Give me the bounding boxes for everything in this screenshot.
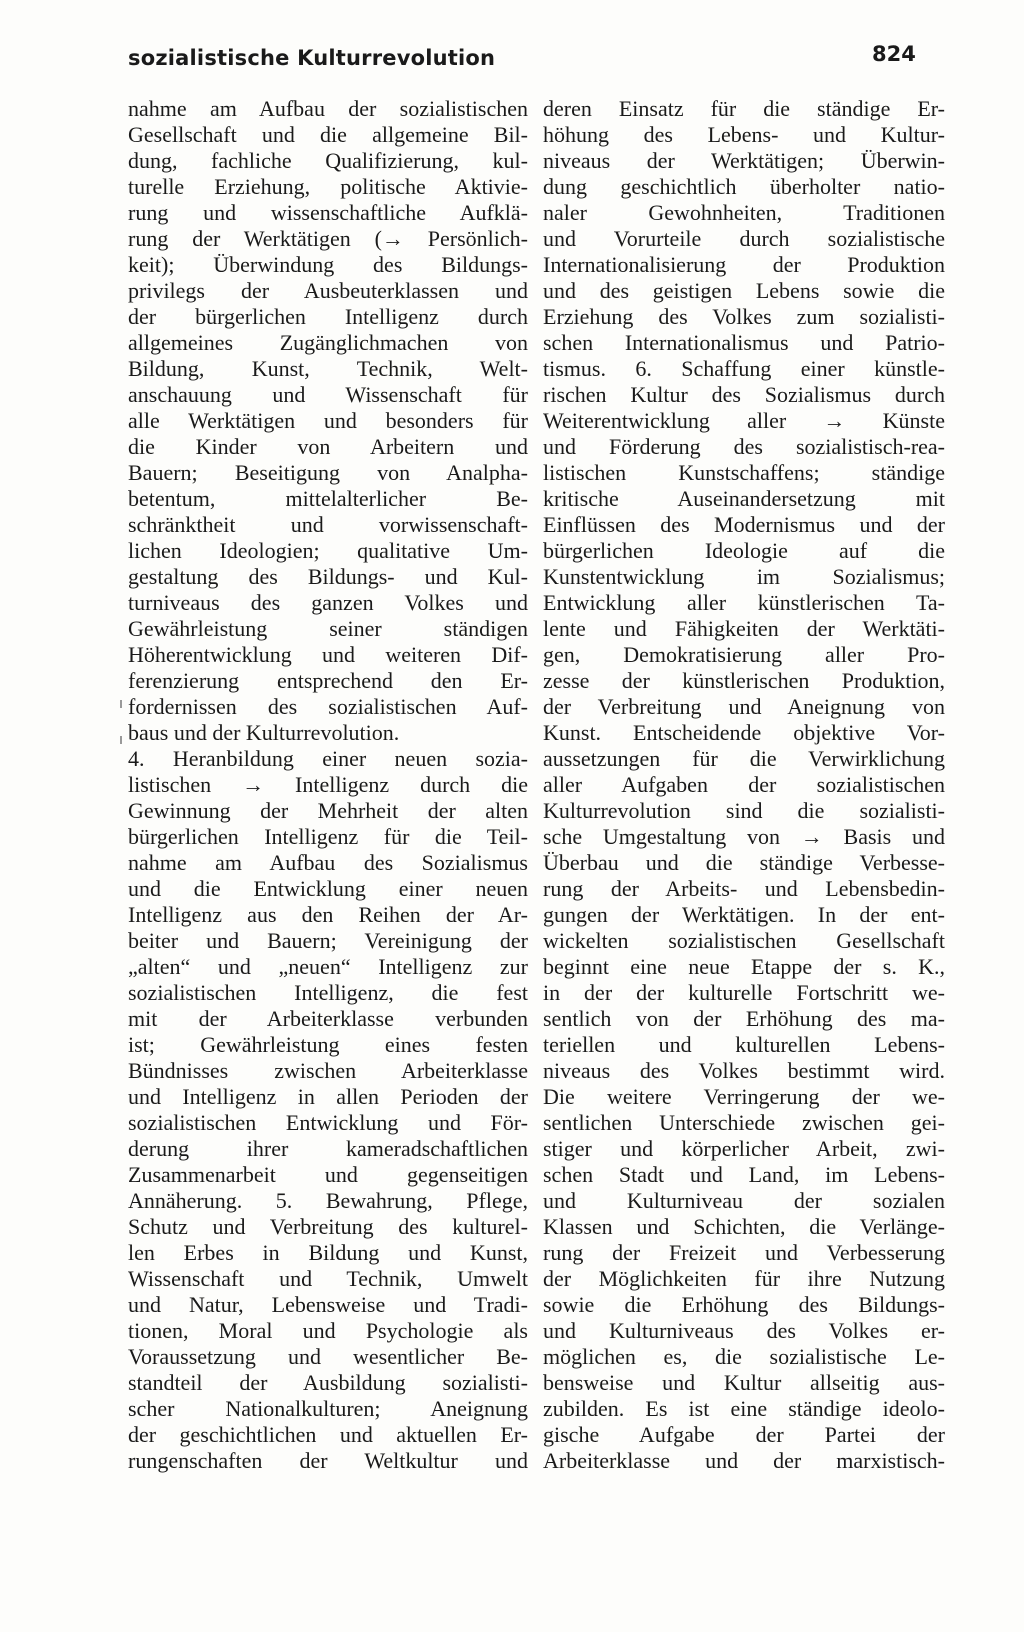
text-line: tismus. 6. Schaffung einer künstle- bbox=[543, 356, 945, 381]
text-line: Kunstentwicklung im Sozialismus; bbox=[543, 564, 945, 589]
text-line: stiger und körperlicher Arbeit, zwi- bbox=[543, 1136, 945, 1161]
text-line: lente und Fähigkeiten der Werktäti- bbox=[543, 616, 945, 641]
text-line: teriellen und kulturellen Lebens- bbox=[543, 1032, 945, 1057]
text-column-left bbox=[128, 96, 528, 1474]
text-line: zesse der künstlerischen Produktion, bbox=[543, 668, 945, 693]
text-line: deren Einsatz für die ständige Er- bbox=[543, 96, 945, 121]
text-line: naler Gewohnheiten, Traditionen bbox=[543, 200, 945, 225]
text-line: Entwicklung aller künstlerischen Ta- bbox=[543, 590, 945, 615]
text-line: Intelligenz aus den Reihen der Ar- bbox=[128, 902, 528, 927]
text-line: dung, fachliche Qualifizierung, kul- bbox=[128, 148, 528, 173]
text-line: Gesellschaft und die allgemeine Bil- bbox=[128, 122, 528, 147]
text-line: sozialistischen Intelligenz, die fest bbox=[128, 980, 528, 1005]
text-line: scher Nationalkulturen; Aneignung bbox=[128, 1396, 528, 1421]
text-line: Die weitere Verringerung der we- bbox=[543, 1084, 945, 1109]
text-line: derung ihrer kameradschaftlichen bbox=[128, 1136, 528, 1161]
text-line: bürgerlichen Intelligenz für die Teil- bbox=[128, 824, 528, 849]
text-line: gungen der Werktätigen. In der ent- bbox=[543, 902, 945, 927]
text-line: keit); Überwindung des Bildungs- bbox=[128, 252, 528, 277]
text-line: und Kulturniveaus des Volkes er- bbox=[543, 1318, 945, 1343]
text-line: gen, Demokratisierung aller Pro- bbox=[543, 642, 945, 667]
text-line: anschauung und Wissenschaft für bbox=[128, 382, 528, 407]
text-line: aussetzungen für die Verwirklichung bbox=[543, 746, 945, 771]
text-line: lichen Ideologien; qualitative Um- bbox=[128, 538, 528, 563]
text-line: Kulturrevolution sind die sozialisti- bbox=[543, 798, 945, 823]
text-line: rischen Kultur des Sozialismus durch bbox=[543, 382, 945, 407]
text-line: bürgerlichen Ideologie auf die bbox=[543, 538, 945, 563]
text-line: „alten“ und „neuen“ Intelligenz zur bbox=[128, 954, 528, 979]
text-line: Weiterentwicklung aller → Künste bbox=[543, 408, 945, 433]
page-number: 824 bbox=[872, 42, 916, 66]
text-line: höhung des Lebens- und Kultur- bbox=[543, 122, 945, 147]
text-line: in der der kulturelle Fortschritt we- bbox=[543, 980, 945, 1005]
text-line: alle Werktätigen und besonders für bbox=[128, 408, 528, 433]
text-line: rung der Freizeit und Verbesserung bbox=[543, 1240, 945, 1265]
text-line: sche Umgestaltung von → Basis und bbox=[543, 824, 945, 849]
text-line: und des geistigen Lebens sowie die bbox=[543, 278, 945, 303]
text-line: bensweise und Kultur allseitig aus- bbox=[543, 1370, 945, 1395]
text-line: der Verbreitung und Aneignung von bbox=[543, 694, 945, 719]
text-line: sentlich von der Erhöhung des ma- bbox=[543, 1006, 945, 1031]
text-line: ist; Gewährleistung eines festen bbox=[128, 1032, 528, 1057]
margin-mark bbox=[120, 700, 122, 708]
text-line: und Förderung des sozialistisch-rea- bbox=[543, 434, 945, 459]
text-line: Erziehung des Volkes zum sozialisti- bbox=[543, 304, 945, 329]
text-line: beiter und Bauern; Vereinigung der bbox=[128, 928, 528, 953]
text-line: tionen, Moral und Psychologie als bbox=[128, 1318, 528, 1343]
text-line: allgemeines Zugänglichmachen von bbox=[128, 330, 528, 355]
text-column-right bbox=[543, 96, 945, 1474]
text-line: der Möglichkeiten für ihre Nutzung bbox=[543, 1266, 945, 1291]
text-line: dung geschichtlich überholter natio- bbox=[543, 174, 945, 199]
text-line: der geschichtlichen und aktuellen Er- bbox=[128, 1422, 528, 1447]
text-line: und Natur, Lebensweise und Tradi- bbox=[128, 1292, 528, 1317]
text-line: Kunst. Entscheidende objektive Vor- bbox=[543, 720, 945, 745]
text-line: der bürgerlichen Intelligenz durch bbox=[128, 304, 528, 329]
text-line: und die Entwicklung einer neuen bbox=[128, 876, 528, 901]
text-line: Höherentwicklung und weiteren Dif- bbox=[128, 642, 528, 667]
text-line: rung und wissenschaftliche Aufklä- bbox=[128, 200, 528, 225]
text-line: aller Aufgaben der sozialistischen bbox=[543, 772, 945, 797]
text-line: turniveaus des ganzen Volkes und bbox=[128, 590, 528, 615]
text-line: sentlichen Unterschiede zwischen gei- bbox=[543, 1110, 945, 1135]
text-line: Arbeiterklasse und der marxistisch- bbox=[543, 1448, 945, 1473]
text-line: und Intelligenz in allen Perioden der bbox=[128, 1084, 528, 1109]
text-line: sowie die Erhöhung des Bildungs- bbox=[543, 1292, 945, 1317]
text-line: privilegs der Ausbeuterklassen und bbox=[128, 278, 528, 303]
text-line: Schutz und Verbreitung des kulturel- bbox=[128, 1214, 528, 1239]
text-line: rung der Arbeits- und Lebensbedin- bbox=[543, 876, 945, 901]
text-line: zubilden. Es ist eine ständige ideolo- bbox=[543, 1396, 945, 1421]
text-line: Gewinnung der Mehrheit der alten bbox=[128, 798, 528, 823]
running-head: sozialistische Kulturrevolution bbox=[128, 46, 496, 70]
text-line: turelle Erziehung, politische Aktivie- bbox=[128, 174, 528, 199]
margin-mark bbox=[120, 736, 122, 744]
text-line: rung der Werktätigen (→ Persönlich- bbox=[128, 226, 528, 251]
text-line: ferenzierung entsprechend den Er- bbox=[128, 668, 528, 693]
text-line: Einflüssen des Modernismus und der bbox=[543, 512, 945, 537]
text-line: schränktheit und vorwissenschaft- bbox=[128, 512, 528, 537]
text-line: nahme am Aufbau der sozialistischen bbox=[128, 96, 528, 121]
text-line: Wissenschaft und Technik, Umwelt bbox=[128, 1266, 528, 1291]
text-line: betentum, mittelalterlicher Be- bbox=[128, 486, 528, 511]
text-line: mit der Arbeiterklasse verbunden bbox=[128, 1006, 528, 1031]
text-line: Annäherung. 5. Bewahrung, Pflege, bbox=[128, 1188, 528, 1213]
text-line: fordernissen des sozialistischen Auf- bbox=[128, 694, 528, 719]
text-line: listischen → Intelligenz durch die bbox=[128, 772, 528, 797]
text-line: schen Stadt und Land, im Lebens- bbox=[543, 1162, 945, 1187]
text-line: Internationalisierung der Produktion bbox=[543, 252, 945, 277]
text-line: Bündnisses zwischen Arbeiterklasse bbox=[128, 1058, 528, 1083]
text-line: rungenschaften der Weltkultur und bbox=[128, 1448, 528, 1473]
text-line: und Kulturniveau der sozialen bbox=[543, 1188, 945, 1213]
text-line: Bildung, Kunst, Technik, Welt- bbox=[128, 356, 528, 381]
text-line: listischen Kunstschaffens; ständige bbox=[543, 460, 945, 485]
text-line: len Erbes in Bildung und Kunst, bbox=[128, 1240, 528, 1265]
text-line: Voraussetzung und wesentlicher Be- bbox=[128, 1344, 528, 1369]
text-line: niveaus des Volkes bestimmt wird. bbox=[543, 1058, 945, 1083]
text-line: wickelten sozialistischen Gesellschaft bbox=[543, 928, 945, 953]
text-line: und Vorurteile durch sozialistische bbox=[543, 226, 945, 251]
text-line: niveaus der Werktätigen; Überwin- bbox=[543, 148, 945, 173]
text-line: kritische Auseinandersetzung mit bbox=[543, 486, 945, 511]
text-line: 4. Heranbildung einer neuen sozia- bbox=[128, 746, 528, 771]
text-line: Klassen und Schichten, die Verlänge- bbox=[543, 1214, 945, 1239]
text-line: standteil der Ausbildung sozialisti- bbox=[128, 1370, 528, 1395]
text-line: Zusammenarbeit und gegenseitigen bbox=[128, 1162, 528, 1187]
text-line: schen Internationalismus und Patrio- bbox=[543, 330, 945, 355]
text-line: Bauern; Beseitigung von Analpha- bbox=[128, 460, 528, 485]
text-line: nahme am Aufbau des Sozialismus bbox=[128, 850, 528, 875]
text-line: möglichen es, die sozialistische Le- bbox=[543, 1344, 945, 1369]
text-line: sozialistischen Entwicklung und För- bbox=[128, 1110, 528, 1135]
text-line: gestaltung des Bildungs- und Kul- bbox=[128, 564, 528, 589]
text-line: die Kinder von Arbeitern und bbox=[128, 434, 528, 459]
text-line: Überbau und die ständige Verbesse- bbox=[543, 850, 945, 875]
text-line: beginnt eine neue Etappe der s. K., bbox=[543, 954, 945, 979]
text-line: Gewährleistung seiner ständigen bbox=[128, 616, 528, 641]
text-line: baus und der Kulturrevolution. bbox=[128, 720, 400, 745]
text-line: gische Aufgabe der Partei der bbox=[543, 1422, 945, 1447]
